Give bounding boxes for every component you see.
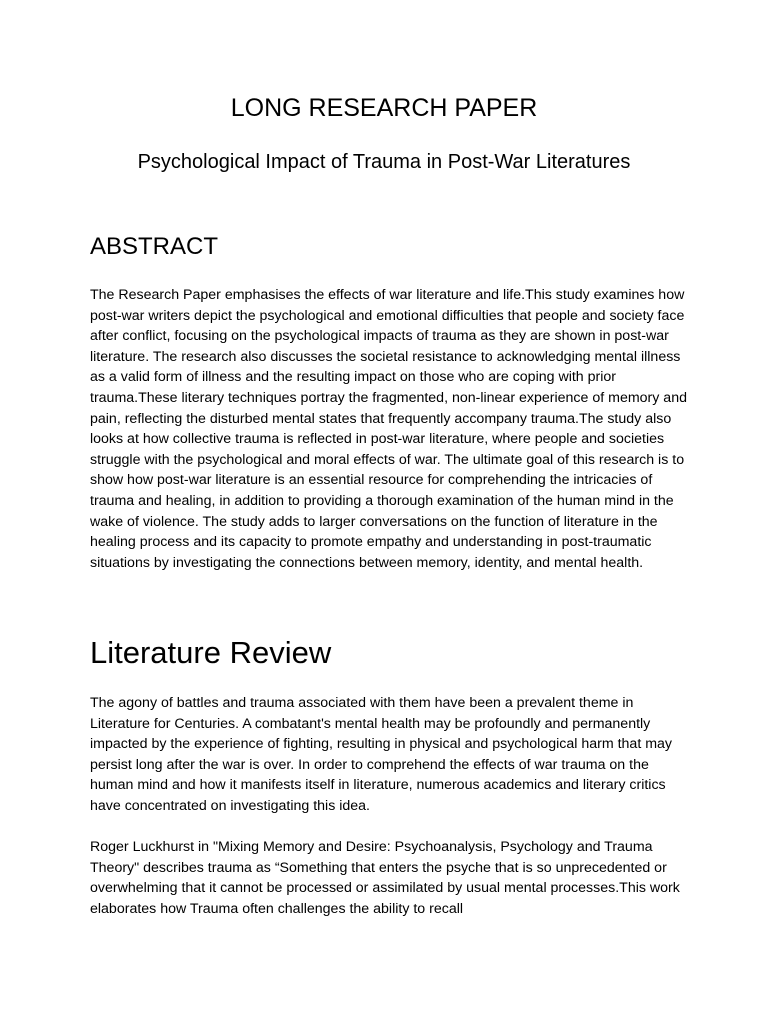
literature-review-paragraph-2: Roger Luckhurst in "Mixing Memory and Desire: Psychoanalysis, Psychology and Trauma Theory" describes trauma as “Something that enters the psyche that is so unprecedented or overwhelming that it cannot be processed or assimilated by usual mental processes.This work elaborates how Trauma often challenges the ability to recall <box>90 839 680 917</box>
literature-review-paragraph-1: The agony of battles and trauma associated with them have been a prevalent theme in Literature for Centuries. A combatant's mental health may be profoundly and permanently impacted by the experience of fighting, resulting in physical and psychological harm that may persist long after the war is over. In order to comprehend the effects of war trauma on the human mind and how it manifests itself in literature, numerous academics and literary critics have concentrated on investigating this idea. <box>90 695 673 814</box>
abstract-paragraph: The Research Paper emphasises the effects of war literature and life.This study examines how post-war writers depict the psychological and emotional difficulties that people and society face after conflict, focusing on the psychological impacts of trauma as they are shown in post-war literature. The research also discusses the societal resistance to acknowledging mental illness as a valid form of illness and the resulting impact on those who are coping with prior trauma.These literary techniques portray the fragmented, non-linear experience of memory and pain, reflecting the disturbed mental states that frequently accompany trauma.The study also looks at how collective trauma is reflected in post-war literature, where people and societies struggle with the psychological and moral effects of war. The ultimate goal of this research is to show how post-war literature is an essential resource for comprehending the intricacies of trauma and healing, in addition to providing a thorough examination of the human mind in the wake of violence. The study adds to larger conversations on the function of literature in the healing process and its capacity to promote empathy and understanding in post-traumatic situations by investigating the connections between memory, identity, and mental health. <box>90 287 687 571</box>
literature-review-heading: Literature Review <box>90 635 332 670</box>
page-subtitle: Psychological Impact of Trauma in Post-War Literatures <box>137 151 631 173</box>
abstract-heading: ABSTRACT <box>90 233 219 260</box>
page-title: LONG RESEARCH PAPER <box>230 94 538 122</box>
